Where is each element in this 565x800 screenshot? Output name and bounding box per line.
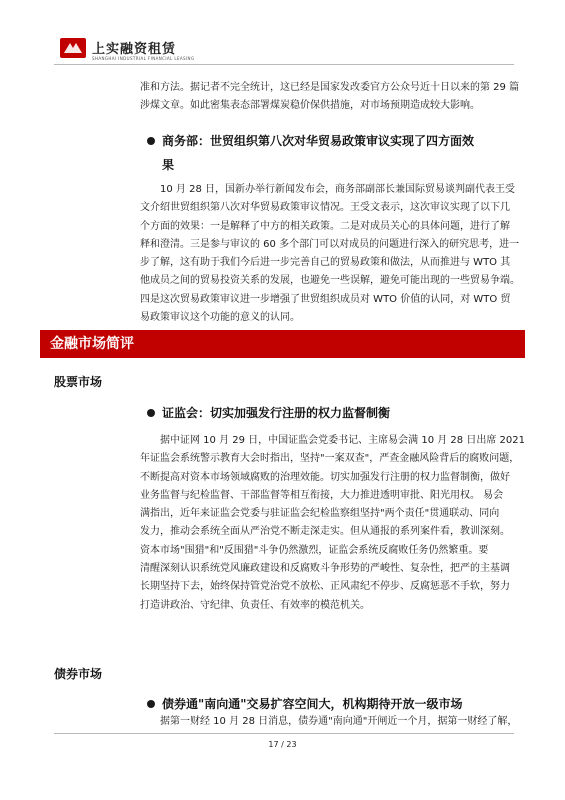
page-header xyxy=(0,0,565,70)
page-number: 17 / 23 xyxy=(268,740,297,749)
company-name-en: SHANGHAI INDUSTRIAL FINANCIAL LEASING xyxy=(92,56,195,61)
sub-title-bond: 债券市场 xyxy=(54,667,103,681)
text-line: 据中证网 10 月 29 日，中国证监会党委书记、主席易会满 10 月 28 日出席 2021 xyxy=(160,435,525,446)
title-line: 证监会：切实加强发行注册的权力监督制衡 xyxy=(162,406,391,420)
title-line: 果 xyxy=(162,158,175,172)
header-divider xyxy=(54,64,514,65)
news-body-mofcom xyxy=(140,181,520,327)
text-line: 步了解，这有助于我们今后进一步完善自己的贸易政策和做法，从而推进与 WTO 其 xyxy=(140,257,511,269)
company-name: 上实融资租赁 xyxy=(92,42,177,57)
text-line: 清醒深刻认识系统党风廉政建设和反腐败斗争形势的严峻性、复杂性，把严的主基调 xyxy=(140,563,510,575)
bullet-icon xyxy=(147,137,155,145)
section-title-financial-market: 金融市场简评 xyxy=(40,330,525,358)
bullet-icon xyxy=(147,409,155,417)
news-title-csrc xyxy=(162,401,390,425)
title-line: 债券通"南向通"交易扩容空间大，机构期待开放一级市场 xyxy=(162,697,463,711)
text-line: 满指出，近年来证监会党委与驻证监会纪检监察组坚持"两个责任"贯通联动、同向 xyxy=(140,508,500,520)
title-line: 商务部：世贸组织第八次对华贸易政策审议实现了四方面效 xyxy=(162,134,475,148)
text-line: 文介绍世贸组织第八次对华贸易政策审议情况。王受文表示，这次审议实现了以下几 xyxy=(140,202,510,214)
footer-divider xyxy=(54,733,514,734)
news-title-mofcom xyxy=(162,129,474,177)
text-line: 业务监督与纪检监督、干部监督等相互衔接，大力推进透明审批、阳光用权。 易会 xyxy=(140,489,504,501)
text-line: 不断提高对资本市场领域腐败的治理效能。切实加强发行注册的权力监督制衡，做好 xyxy=(140,471,510,483)
text-line: 年证监会系统警示教育大会时指出，坚持"一案双查"，严查金融风险背后的腐败问题， xyxy=(140,453,520,465)
text-line: 长期坚持下去，始终保持管党治党不放松、正风肃纪不停步、反腐惩恶不手软，努力 xyxy=(140,581,510,593)
bullet-icon xyxy=(147,700,155,708)
news-body-csrc xyxy=(140,432,525,615)
text-line: 资本市场"围猎"和"反围猎"斗争仍然激烈，证监会系统反腐败任务仍然繁重。要 xyxy=(140,544,489,556)
company-logo-icon xyxy=(60,38,86,58)
text-line: 发力，推动会系统全面从严治党不断走深走实。但从通报的系列案件看，教训深刻。 xyxy=(140,526,510,538)
text-line: 准和方法。据记者不完全统计，这已经是国家发改委官方公众号近十日以来的第 29 篇 xyxy=(140,82,520,93)
text-line: 据第一财经 10 月 28 日消息，债券通"南向通"开闸近一个月，据第一财经了解， xyxy=(160,716,518,727)
text-line: 涉煤文章。如此密集表态部署煤炭稳价保供措施，对市场预期造成较大影响。 xyxy=(140,100,480,112)
text-line: 释和澄清。三是参与审议的 60 多个部门可以对成员的问题进行深入的研究思考，进一 xyxy=(140,238,520,250)
text-line: 10 月 28 日，国新办举行新闻发布会，商务部副部长兼国际贸易谈判副代表王受 xyxy=(160,184,515,195)
intro-paragraph xyxy=(140,79,519,116)
news-body-bond-connect xyxy=(140,713,517,731)
text-line: 四是这次贸易政策审议进一步增强了世贸组织成员对 WTO 价值的认同，对 WTO 贸 xyxy=(140,293,511,305)
text-line: 个方面的效果：一是解释了中方的相关政策。二是对成员关心的具体问题，进行了解 xyxy=(140,220,510,232)
text-line: 打造讲政治、守纪律、负责任、有效率的模范机关。 xyxy=(140,599,370,611)
text-line: 他成员之间的贸易投资关系的发展，也避免一些误解，避免可能出现的一些贸易争端。 xyxy=(140,275,520,287)
text-line: 易政策审议这个功能的意义的认同。 xyxy=(140,312,300,324)
sub-title-stock: 股票市场 xyxy=(54,375,103,389)
